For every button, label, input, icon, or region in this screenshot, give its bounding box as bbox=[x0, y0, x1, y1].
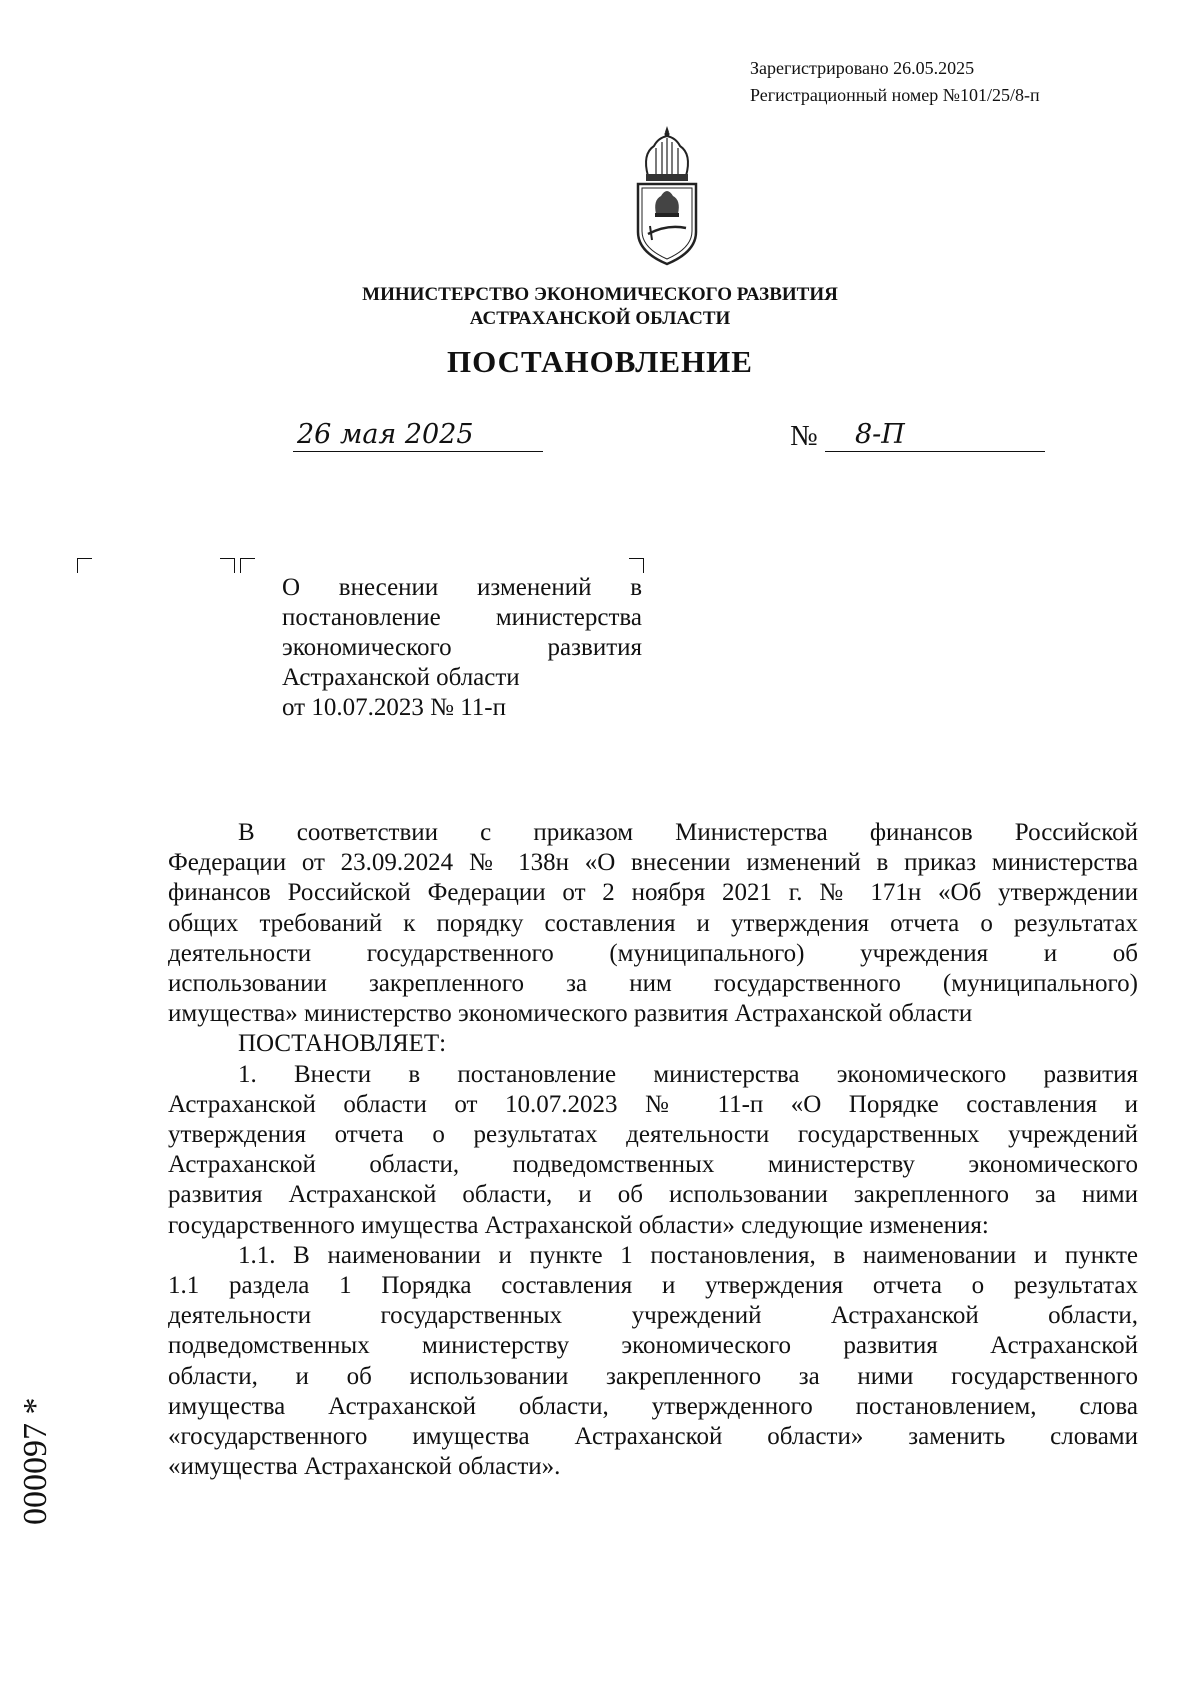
registration-number: Регистрационный номер №101/25/8-п bbox=[750, 85, 1040, 105]
corner-mark-subject-right bbox=[629, 558, 644, 573]
corner-mark-subject-left-b bbox=[240, 558, 255, 573]
subject-line: постановление министерства bbox=[282, 604, 642, 631]
document-number: 8-П bbox=[825, 418, 1045, 452]
body-line: Астраханской области, подведомственных министерству экономического bbox=[168, 1151, 1138, 1179]
body-line: финансов Российской Федерации от 2 ноября 2021 г. № 171н «Об утверждении bbox=[168, 879, 1138, 907]
body-line: имущества Астраханской области, утвержденного постановлением, слова bbox=[168, 1392, 1138, 1420]
corner-mark-subject-left-a bbox=[220, 558, 235, 573]
subject-line: от 10.07.2023 № 11-п bbox=[282, 694, 506, 721]
number-sign: № bbox=[790, 420, 818, 452]
body-line: использовании закрепленного за ним государственного (муниципального) bbox=[168, 970, 1138, 998]
registration-stamp bbox=[750, 55, 1040, 109]
ministry-name bbox=[0, 283, 1200, 331]
document-type: ПОСТАНОВЛЕНИЕ bbox=[447, 344, 753, 379]
body-line: государственного имущества Астраханской области» следующие изменения: bbox=[168, 1211, 989, 1239]
body-line: 1.1 раздела 1 Порядка составления и утверждения отчета о результатах bbox=[168, 1272, 1138, 1300]
body-line: развития Астраханской области, и об использовании закрепленного за ними bbox=[168, 1181, 1138, 1209]
subject-line: экономического развития bbox=[282, 634, 642, 661]
body-line: 1.1. В наименовании и пункте 1 постановления, в наименовании и пункте bbox=[238, 1241, 1138, 1269]
ministry-name-line2: АСТРАХАНСКОЙ ОБЛАСТИ bbox=[469, 308, 731, 329]
signing-date: 26 мая 2025 bbox=[293, 418, 543, 452]
coat-of-arms-icon bbox=[628, 124, 706, 270]
body-line: деятельности государственного (муниципального) учреждения и об bbox=[168, 939, 1138, 967]
body-line: Астраханской области от 10.07.2023 № 11-п «О Порядке составления и bbox=[168, 1090, 1138, 1118]
body-line: Федерации от 23.09.2024 № 138н «О внесении изменений в приказ министерства bbox=[168, 849, 1138, 877]
body-line: подведомственных министерству экономического развития Астраханской bbox=[168, 1332, 1138, 1360]
body-line: области, и об использовании закрепленного за ними государственного bbox=[168, 1362, 1138, 1390]
side-serial-stamp: 000097 * bbox=[17, 1397, 54, 1525]
body-line: «государственного имущества Астраханской области» заменить словами bbox=[168, 1423, 1138, 1451]
document-body bbox=[168, 818, 1138, 1482]
registration-date: Зарегистрировано 26.05.2025 bbox=[750, 58, 975, 78]
corner-mark-left bbox=[77, 558, 92, 573]
decree-word: ПОСТАНОВЛЯЕТ: bbox=[238, 1030, 447, 1058]
body-line: В соответствии с приказом Министерства финансов Российской bbox=[238, 819, 1138, 846]
body-line: «имущества Астраханской области». bbox=[168, 1453, 561, 1481]
subject-line: Астраханской области bbox=[282, 664, 520, 691]
body-line: 1. Внести в постановление министерства экономического развития bbox=[238, 1060, 1138, 1088]
subject-line: О внесении изменений в bbox=[282, 574, 642, 601]
body-line: имущества» министерство экономического развития Астраханской области bbox=[168, 1000, 973, 1028]
ministry-name-line1: МИНИСТЕРСТВО ЭКОНОМИЧЕСКОГО РАЗВИТИЯ bbox=[362, 284, 838, 305]
body-line: общих требований к порядку составления и утверждения отчета о результатах bbox=[168, 909, 1138, 937]
document-subject bbox=[282, 573, 642, 723]
body-line: деятельности государственных учреждений Астраханской области, bbox=[168, 1302, 1138, 1330]
body-line: утверждения отчета о результатах деятельности государственных учреждений bbox=[168, 1121, 1138, 1149]
